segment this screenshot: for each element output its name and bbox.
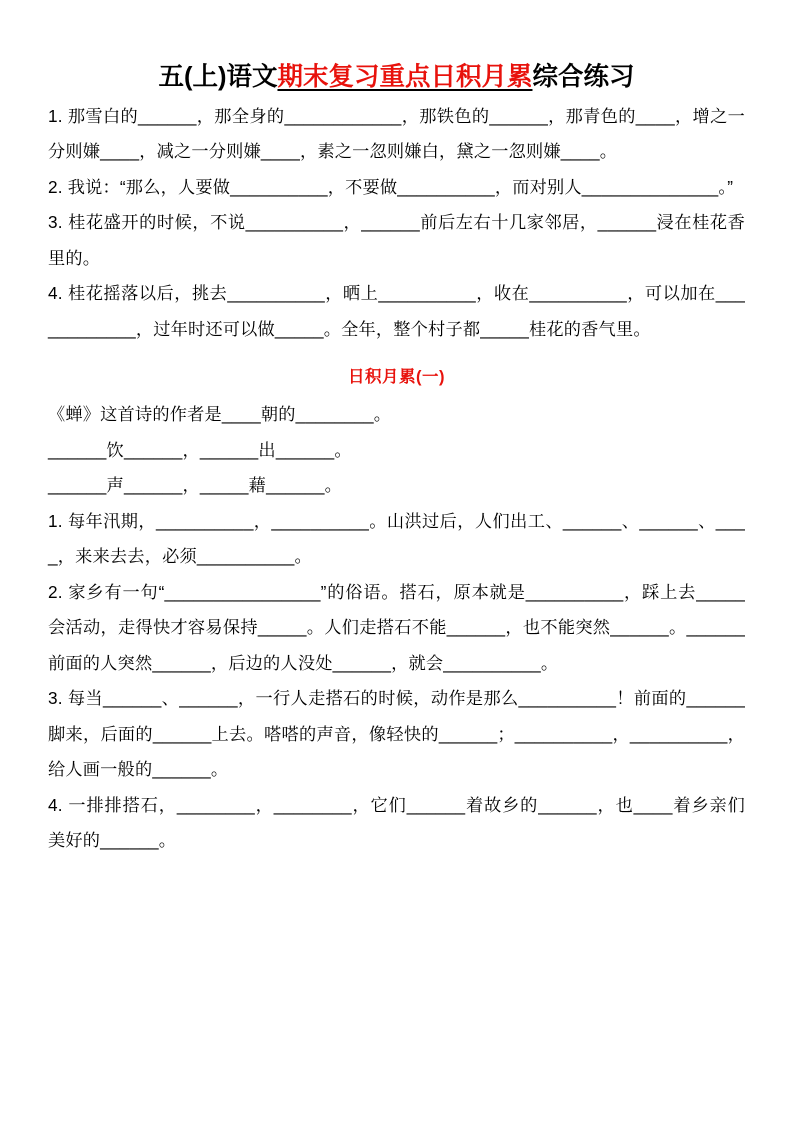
question-item xyxy=(48,788,745,859)
question-number: 1. xyxy=(48,510,63,531)
title-part-subject: 五(上)语文 xyxy=(158,63,278,91)
question-item xyxy=(48,276,745,347)
question-text: 桂花盛开的时候，不说__________，______前后左右十几家邻居，______浸在桂花香里的。 xyxy=(48,212,745,268)
question-text: 一排排搭石，________，________，它们______着故乡的______，也____着乡亲们美好的______。 xyxy=(48,794,745,851)
question-text: 家乡有一句“________________”的俗语。搭石，原本就是__________，踩上去_____会活动，走得快才容易保持_____。人们走搭石不能______，也不能突然______。______前面的人突然______，后边的人没处______，就会__________。 xyxy=(48,581,745,673)
question-item xyxy=(48,504,745,575)
question-number: 3. xyxy=(48,688,63,709)
section-heading-riji-yuelei: 日积月累(一) xyxy=(348,368,445,387)
question-item xyxy=(48,205,745,276)
question-number: 2. xyxy=(48,581,63,602)
question-item xyxy=(48,99,745,170)
poem-blank-line: ______饮______，______出______。 xyxy=(48,439,352,460)
poem-author-question: 《蝉》这首诗的作者是____朝的________。 xyxy=(48,404,392,425)
question-number: 4. xyxy=(48,283,63,304)
question-text: 那雪白的______，那全身的____________，那铁色的______，那青色的____，增之一分则嫌____，减之一分则嫌____，素之一忽则嫌白，黛之一忽则嫌____。 xyxy=(48,105,745,162)
title-part-suffix: 综合练习 xyxy=(532,63,635,91)
page-title xyxy=(48,0,745,99)
question-item xyxy=(48,681,745,788)
question-number: 2. xyxy=(48,176,63,197)
section-two-content xyxy=(48,397,745,859)
poem-blank-line: ______声______，_____藉______。 xyxy=(48,475,343,496)
title-part-highlight: 期末复习重点日积月累 xyxy=(277,63,533,91)
question-number: 3. xyxy=(48,212,63,233)
section-one-questions xyxy=(48,99,745,348)
question-number: 1. xyxy=(48,105,63,126)
question-text: 每年汛期，__________，__________。山洪过后，人们出工、______、______、____，来来去去，必须__________。 xyxy=(48,510,745,567)
question-text: 每当______、______，一行人走搭石的时候，动作是那么__________！前面的______脚来，后面的______上去。嗒嗒的声音，像轻快的______；__________，__________，给人画一般的______。 xyxy=(48,688,745,780)
question-text: 桂花摇落以后，挑去__________，晒上__________，收在__________，可以加在____________，过年时还可以做_____。全年，整个村子都_____桂花的香气里。 xyxy=(48,283,745,339)
question-item xyxy=(48,575,745,682)
question-text: 我说：“那么，人要做__________，不要做__________，而对别人______________。” xyxy=(67,176,734,197)
question-item xyxy=(48,170,745,206)
question-number: 4. xyxy=(48,794,63,815)
